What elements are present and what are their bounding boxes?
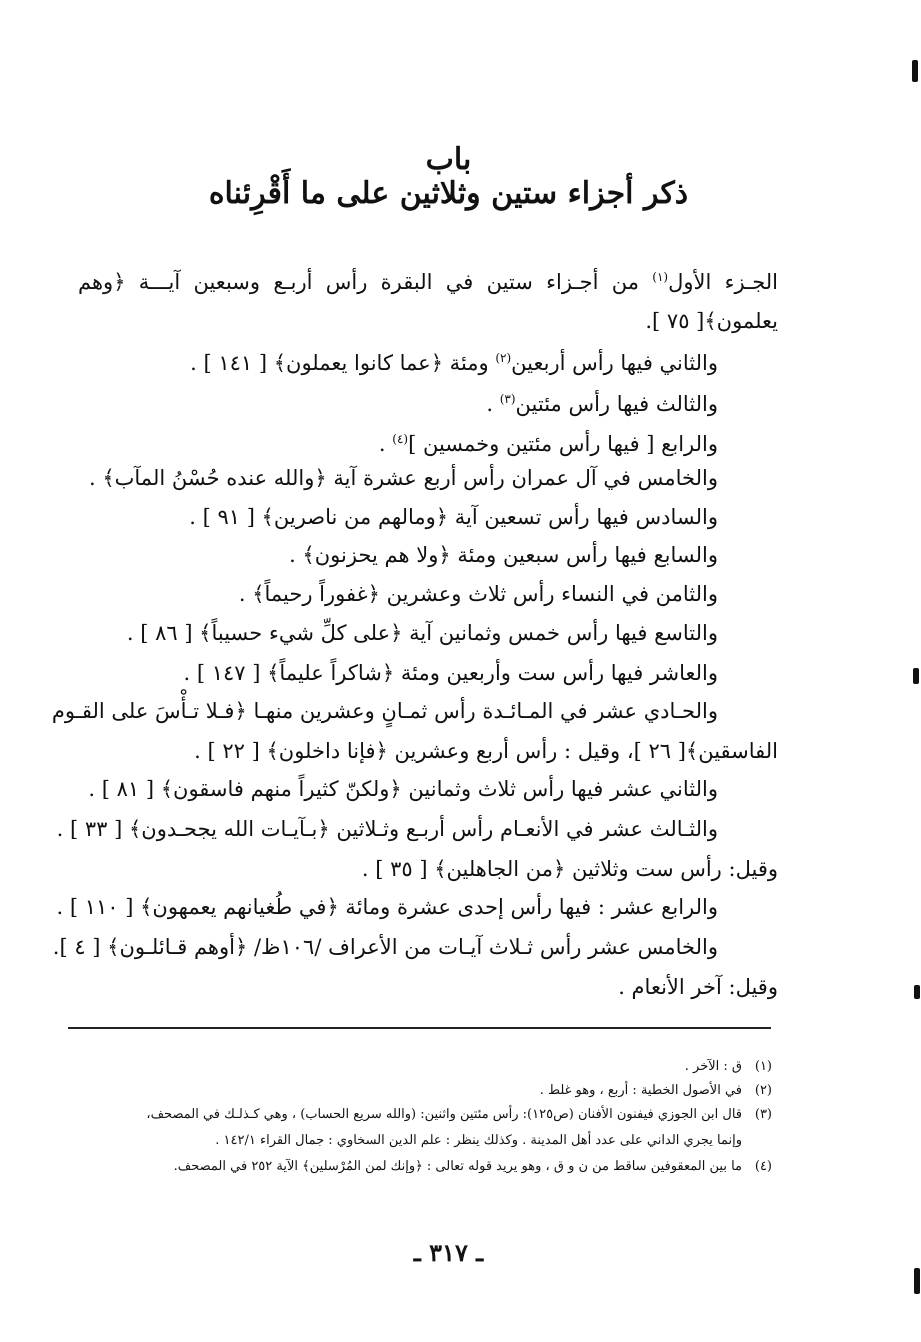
- scan-edge-mark: [912, 60, 918, 82]
- text-line: والعاشر فيها رأس ست وأربعين ومئة ﴿شاكراً عليماً﴾ [ ١٤٧ ] .: [183, 661, 718, 685]
- text-line: والسابع فيها رأس سبعين ومئة ﴿ولا هم يحزنون﴾ .: [289, 543, 718, 567]
- text-line: الفاسقين﴾[ ٢٦ ]، وقيل : رأس أربع وعشرين ﴿فإنا داخلون﴾ [ ٢٢ ] .: [194, 739, 778, 763]
- footnote: (٢)في الأصول الخطية : أربع ، وهو غلط .: [539, 1083, 772, 1098]
- scan-edge-mark: [913, 668, 919, 684]
- scan-edge-mark: [914, 985, 920, 999]
- text-line: والثامن في النساء رأس ثلاث وعشرين ﴿غفوراً رحيماً﴾ .: [238, 582, 718, 606]
- text-line: وقيل: رأس ست وثلاثين ﴿من الجاهلين﴾ [ ٣٥ ] .: [361, 857, 778, 881]
- text-line: والحـادي عشر في المـائـدة رأس ثمـانٍ وعشرين منهـا ﴿فـلا تـأْسَ على القـوم: [51, 699, 718, 723]
- footnote-divider: [68, 1027, 771, 1029]
- text-line: والخامس عشر رأس ثـلاث آيـات من الأعراف /١٠٦ظ/ ﴿أوهم قـائلـون﴾ [ ٤ ].: [52, 935, 718, 959]
- footnote: (١)ق : الآخر .: [684, 1059, 772, 1074]
- text-line: والثـالث عشر في الأنعـام رأس أربـع وثـلاثين ﴿بـآيـات الله يجحـدون﴾ [ ٣٣ ] .: [56, 817, 718, 841]
- text-line: وقيل: آخر الأنعام .: [618, 975, 778, 999]
- text-line: والرابع [ فيها رأس مئتين وخمسين ]$^{(٤)}$ .: [378, 432, 718, 456]
- footnote: (٣)قال ابن الجوزي فيفنون الأفنان (ص١٢٥): رأس مئتين واثنين: (والله سريع الحساب) ، وهي كـذلـك في المصحف،: [146, 1107, 772, 1122]
- scan-edge-mark: [914, 1268, 920, 1294]
- page-number: ـ ٣١٧ ـ: [413, 1238, 484, 1267]
- text-line: الجـزء الأول$^{(١)}$ من أجـزاء ستين في البقرة رأس أربـع وسبعين آيـــة ﴿وهم: [78, 270, 778, 294]
- text-line: والرابع عشر : فيها رأس إحدى عشرة ومائة ﴿في طُغيانهم يعمهون﴾ [ ١١٠ ] .: [56, 895, 718, 919]
- text-line: والتاسع فيها رأس خمس وثمانين آية ﴿على كلِّ شيء حسيباً﴾ [ ٨٦ ] .: [126, 621, 718, 645]
- footnote-continuation: وإنما يجري الداني على عدد أهل المدينة . وكذلك ينظر : علم الدين السخاوي : جمال القراء ١٤٢/١ .: [215, 1133, 742, 1148]
- text-line: والسادس فيها رأس تسعين آية ﴿ومالهم من ناصرين﴾ [ ٩١ ] .: [189, 505, 718, 529]
- text-line: والثاني فيها رأس أربعين$^{(٢)}$ ومئة ﴿عما كانوا يعملون﴾ [ ١٤١ ] .: [190, 351, 718, 375]
- text-line: يعلمون﴾[ ٧٥ ].: [645, 309, 778, 333]
- chapter-title: ذكر أجزاء ستين وثلاثين على ما أَقْرِئناه: [208, 176, 689, 211]
- text-line: والخامس في آل عمران رأس أربع عشرة آية ﴿والله عنده حُسْنُ المآب﴾ .: [88, 466, 718, 490]
- footnote: (٤)ما بين المعقوفين ساقط من ن و ق ، وهو يريد قوله تعالى : ﴿وإنك لمن المُرْسلين﴾ الآية ٢٥٢ في المصحف.: [173, 1159, 772, 1174]
- text-line: والثاني عشر فيها رأس ثلاث وثمانين ﴿ولكنّ كثيراً منهم فاسقون﴾ [ ٨١ ] .: [88, 777, 718, 801]
- chapter-heading: باب: [425, 142, 472, 177]
- text-line: والثالث فيها رأس مئتين$^{(٣)}$ .: [486, 392, 718, 416]
